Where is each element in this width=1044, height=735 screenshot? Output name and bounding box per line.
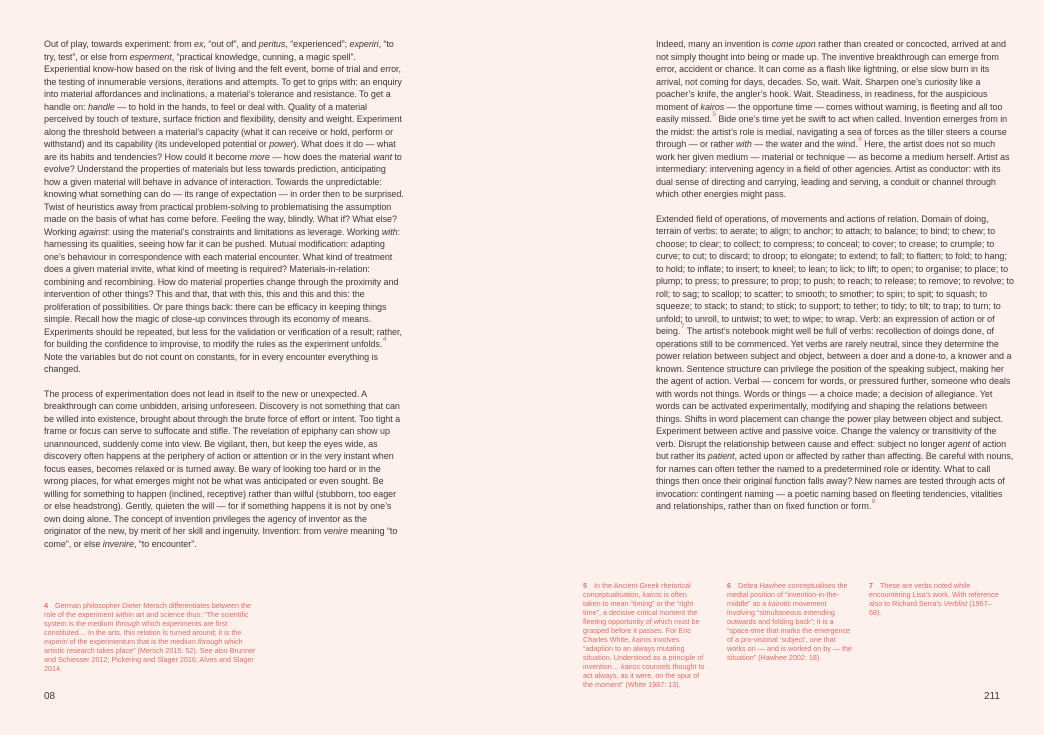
paragraph: The process of experimentation does not lead in itself to the new or unexpected. A breakthrough can come unbidden, arising unforeseen. Discovery is not something that can be willed into existence, brought about through the brute force of effort or intent. Too tight a frame or focus can serve to suffocate and stifle. The revelation of epiphany can show up unannounced, suddenly come into view. Be vigilant, then, but keep the eyes wide, as discovery often happens at the periphery of action or attention or in the very instant when focus eases, becomes relaxed or is turned away. Be wary of looking too hard or in the wrong places, for what emerges might not be what was anticipated or even sought. Be willing for something to happen (inclined, receptive) rather than wilful (stubborn, too eager or else headstrong). Gently, quieten the will — for if something happens it is not by one’s own doing alone. The concept of invention privileges the agency of inventor as the originator of the new, by merit of her skill and ingenuity. Invention: from venire meaning “to come”, or else invenire, “to encounter”. — [44, 388, 401, 549]
left-body-text — [44, 38, 404, 562]
footnote-marker: 7 — [680, 322, 685, 330]
footnote-5: 5 In the Ancient Greek rhetorical conceptualisation, kairos is often taken to mean “timing” or the “right time”, a decisive critical moment the fleeting opportunity of which must be grasped before it passes. For Eric Charles White, kairos involves “adaption to an always mutating situation. Understood as a principle of invention… kairos counsels thought to act always, as it were, on the spur of the moment” (White 1987: 13). — [583, 581, 705, 689]
footnote-number: 7 — [869, 581, 873, 590]
footnote-6: 6 Debra Hawhee conceptualises the medial position of “invention-in-the-middle” as a kairotic movement involving “simultaneous extending outwards and folding back”; it is a “space-time that marks the emergence of a pro-visional ‘subject’, one that works on — and is worked on by — the situation” (Hawhee 2002: 18). — [727, 581, 853, 662]
footnote-number: 5 — [583, 581, 587, 590]
paragraph: Indeed, many an invention is come upon rather than created or concocted, arrived at and not simply thought into being or made up. The inventive breakthrough can emerge from error, accident or chance. It can come as a flash like lightning, or else slow burn in its arrival, not coming for days, decades. So, wait. Wait. Sharpen one’s curiosity like a poacher’s knife, the angler’s hook. Wait. Steadiness, in readiness, for the auspicious moment of kairos — the opportune time — comes without warning, is fleeting and all too easily missed.$^5$ Bide one’s time yet be swift to act when called. Invention emerges from in the midst: the artist’s role is medial, navigating a sea of forces as the tiller steers a course through — or rather with — the water and the wind.$^6$ Here, the artist does not so much work her given medium — material or technique — as become a medium herself. Artist as intermediary: intervening agency in a field of other agencies. Artist as conductor: with its dual sense of directing and carrying, leading and serving, a conduit or channel through which other energies might pass. — [656, 39, 1010, 199]
footnote-marker: 5 — [712, 110, 716, 118]
paragraph: Extended field of operations, of movements and actions of relation. Domain of doing, terrain of verbs: to aerate; to align; to anchor; to attach; to balance; to bind; to chew; to choose; to clear; to collect; to compress; to conceal; to cover; to crease; to crumple; to curve; to cut; to discard; to droop; to elongate; to extend; to fall; to flatten; to fold; to hang; to hold; to inflate; to insert; to kneel; to lean; to lick; to lift; to open; to organise; to place; to plump; to press; to pressure; to prop; to push; to reach; to release; to remove; to revolve; to roll; to sag; to scallop; to scatter; to smooth; to smother; to spin; to spit; to squash; to squeeze; to stack; to stand; to stick; to support; to tether; to tidy; to tilt; to trap; to turn; to unfold; to unroll, to untwist; to wet; to wipe; to wrap. Verb: an expression of action or of being.$^7$ The artist’s notebook might well be full of verbs: recollection of doings done, of operations still to be commenced. Yet verbs are rarely neutral, since they determine the power relation between subject and object, between a doer and a done-to, a knower and a known. Sentence structure can privilege the position of the speaking subject, making her the agent of action. Verbal — concern for words, or pressured further, someone who deals with words not things. Words or things — a choice made; a decision of allegiance. Yet words can be activated experimentally, modifying and shaping the relations between things. Shifts in word placement can change the power play between object and subject. Experiment between active and passive voice. Change the valency or transitivity of the verb. Disrupt the relationship between cause and effect: subject no longer agent of action but rather its patient, acted upon or affected by rather than affecting. Be careful with nouns, for names can often tether the named to a predetermined role or identity. What to call things then once their original function falls away? New names are tested through acts of invocation: contingent naming — a poetic naming based on fleeting tendencies, vitalities and relationships, rather than on fixed function or form.$^8$ — [656, 213, 1014, 511]
footnote-marker: 6 — [858, 135, 862, 143]
footnote-marker: 4 — [382, 335, 387, 343]
page-right — [522, 0, 1044, 735]
footnote-7: 7 These are verbs noted while encountering Lisa’s work. With reference also to Richard Serra’s Verblist (1967–68). — [869, 581, 999, 617]
footnote-number: 6 — [727, 581, 731, 590]
page-number-left: 08 — [44, 691, 56, 702]
footnote-marker: 8 — [871, 497, 876, 505]
footnote-4: 4 German philosopher Dieter Mersch differentiates between the role of the experiment within art and science thus: “The scientific system is the medium through which experiments are first constituted… In the arts, this relation is turned around; it is the experiri of the experimentum that is the medium through which artistic research takes place” (Mersch 2015: 52). See also Brunner and Schiesser 2012; Pickering and Slager 2016; Alves and Slager 2014. — [44, 601, 256, 673]
page-number-right: 211 — [984, 691, 1000, 702]
right-body-text — [656, 38, 1014, 525]
footnote-number: 4 — [44, 601, 48, 610]
paragraph: Out of play, towards experiment: from ex, “out of”, and peritus, “experienced”; experiri, “to try, test”, or else from esperment, “practical knowledge, cunning, a magic spell”. Experiential know-how based on the risk of living and the felt event, borne of trial and error, the testing of innumerable versions, iterations and attempts. To get to grips with: an enquiry into material affordances and inclinations, a material’s tolerance and resistance. To get a handle on: handle — to hold in the hands, to feel or deal with. Quality of a material perceived by touch of texture, surface friction and flexibility, density and weight. Experiment along the threshold between a material’s capacity (what it can receive or hold, perform or withstand) and its capability (its undeveloped potential or power). What does it do — what are its habits and tendencies? How could it become more — how does the material want to evolve? Understand the properties of materials but less towards prediction, anticipating how a given material will behave in advance of interaction. Towards the unpredictable: knowing what something can do — its range of expectation — in order then to be surprised. Twist of heuristics away from practical problem-solving to problematising the assumption made on the basis of what has come before. Feeling the way, blindly. What if? What else? Working against: using the material’s constraints and limitations as leverage. Working with: harnessing its qualities, seeing how far it can be pushed. Mutual modification: adapting one’s behaviour in correspondence with each material encounter. What kind of treatment does a given material invite, what kind of meeting is required? Materials-in-relation: combining and recombining. How do material properties change through the proximity and intervention of other things? This and that, that with this, this and this and this: the proliferation of possibilities. Or pare things back: there can be efficacy in keeping things simple. Recall how the magic of close-up convinces through its economy of means. Experiments should be repeated, but less for the validation or verification of a result; rather, for building the confidence to improvise, to modify the rules as the experiment unfolds.$^4$ Note the variables but do not count on constants, for in every encounter everything is changed. — [44, 39, 404, 374]
